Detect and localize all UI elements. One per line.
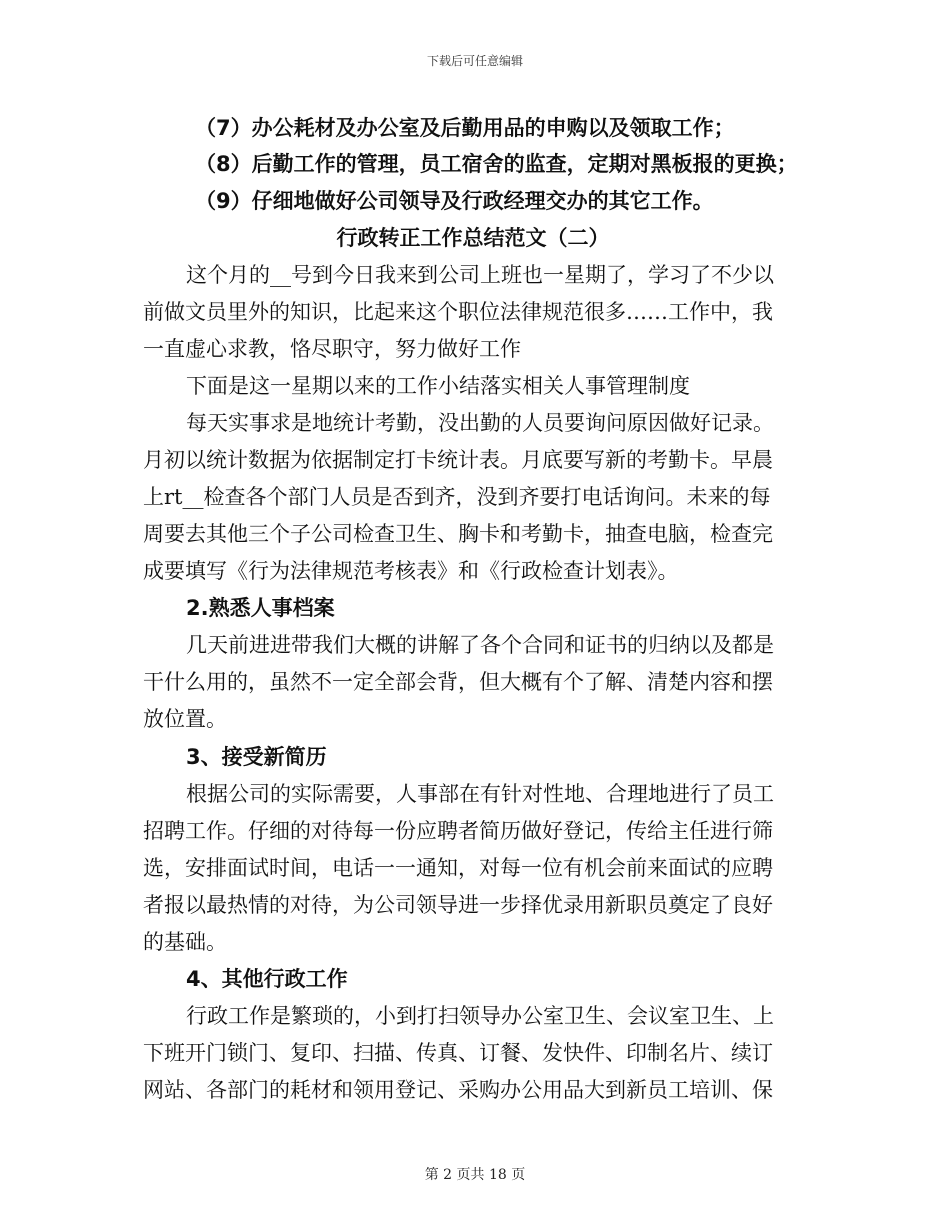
paragraph-line: 成要填写《行为法律规范考核表》和《行政检查计划表》。	[143, 559, 679, 583]
paragraph-line: 下面是这一星期以来的工作小结落实相关人事管理制度	[186, 374, 690, 398]
paragraph-line: 干什么用的，虽然不一定全部会背，但大概有个了解、清楚内容和摆	[143, 670, 773, 694]
paragraph-line: 招聘工作。仔细的对待每一份应聘者简历做好登记，传给主任进行筛	[143, 819, 773, 843]
list-item-7: （7）办公耗材及办公室及后勤用品的申购以及领取工作；	[195, 116, 735, 140]
subsection-heading: 4、其他行政工作	[186, 967, 348, 991]
paragraph-line: 网站、各部门的耗材和领用登记、采购办公用品大到新员工培训、保	[143, 1078, 773, 1102]
paragraph-line: 几天前进进带我们大概的讲解了各个合同和证书的归纳以及都是	[186, 633, 774, 657]
paragraph-line: 上rt__检查各个部门人员是否到齐，没到齐要打电话询问。未来的每	[143, 485, 771, 509]
list-item-8: （8）后勤工作的管理，员工宿舍的监查，定期对黑板报的更换；	[195, 152, 798, 176]
paragraph-line: 这个月的__号到今日我来到公司上班也一星期了，学习了不少以	[186, 263, 774, 287]
page-header: 下载后可任意编辑	[426, 54, 523, 68]
page-footer: 第 2 页共 18 页	[424, 1167, 526, 1183]
paragraph-line: 根据公司的实际需要，人事部在有针对性地、合理地进行了员工	[186, 782, 774, 806]
paragraph-line: 者报以最热情的对待，为公司领导进一步择优录用新职员奠定了良好	[143, 893, 773, 917]
paragraph-line: 的基础。	[143, 930, 227, 954]
paragraph-line: 行政工作是繁琐的，小到打扫领导办公室卫生、会议室卫生、上	[186, 1004, 774, 1028]
paragraph-line: 月初以统计数据为依据制定打卡统计表。月底要写新的考勤卡。早晨	[143, 448, 773, 472]
subsection-heading: 2.熟悉人事档案	[186, 596, 335, 620]
paragraph-line: 一直虚心求教，恪尽职守，努力做好工作	[143, 337, 521, 361]
section-title: 行政转正工作总结范文（二）	[336, 226, 610, 250]
paragraph-line: 每天实事求是地统计考勤，没出勤的人员要询问原因做好记录。	[186, 411, 774, 435]
paragraph-line: 放位置。	[143, 707, 227, 731]
subsection-heading: 3、接受新简历	[186, 745, 327, 769]
paragraph-line: 周要去其他三个子公司检查卫生、胸卡和考勤卡，抽查电脑，检查完	[143, 522, 773, 546]
paragraph-line: 选，安排面试时间，电话一一通知，对每一位有机会前来面试的应聘	[143, 856, 773, 880]
list-item-9: （9）仔细地做好公司领导及行政经理交办的其它工作。	[195, 189, 714, 213]
paragraph-line: 前做文员里外的知识，比起来这个职位法律规范很多……工作中，我	[143, 300, 773, 324]
paragraph-line: 下班开门锁门、复印、扫描、传真、订餐、发快件、印制名片、续订	[143, 1041, 773, 1065]
